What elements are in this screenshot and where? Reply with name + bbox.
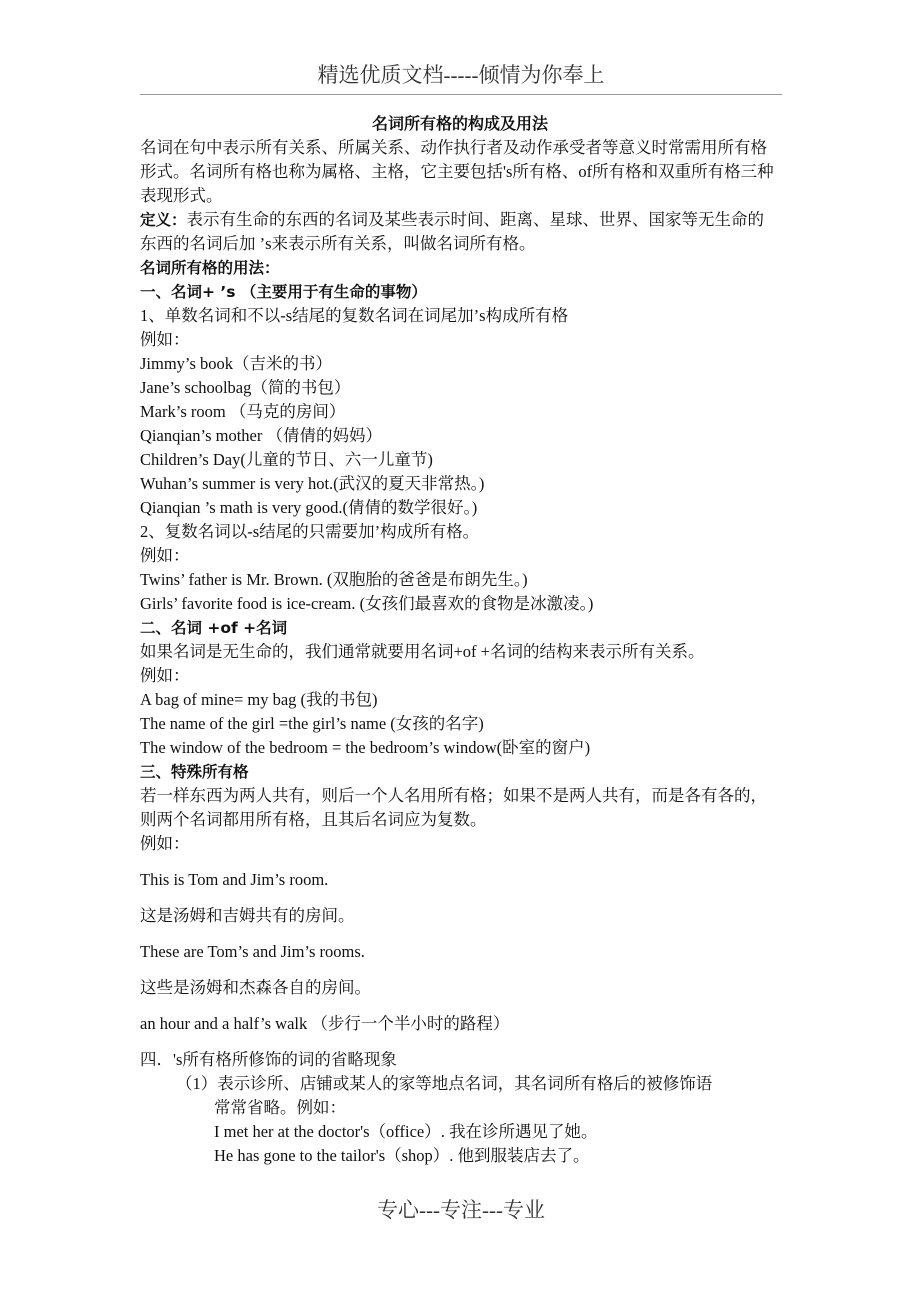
section1-rule2: 2、复数名词以-s结尾的只需要加’构成所有格。 bbox=[140, 522, 480, 541]
definition-paragraph bbox=[140, 208, 780, 256]
example-line: Children’s Day(儿童的节日、六一儿童节) bbox=[140, 450, 433, 469]
document-body bbox=[140, 112, 780, 1168]
example-line: I met her at the doctor's（office）. 我在诊所遇见了她。 bbox=[214, 1122, 598, 1141]
section2-heading: 二、名词 +of +名词 bbox=[140, 619, 288, 637]
example-line: Girls’ favorite food is ice-cream. (女孩们最喜欢的食物是冰激凌。) bbox=[140, 594, 594, 613]
example-line: 这些是汤姆和杰森各自的房间。 bbox=[140, 978, 371, 997]
section3-description: 若一样东西为两人共有，则后一个人名用所有格；如果不是两人共有，而是各有各的，则两个名词都用所有格，且其后名词应为复数。 bbox=[140, 786, 767, 829]
example-line: Wuhan’s summer is very hot.(武汉的夏天非常热。) bbox=[140, 474, 485, 493]
section2-description: 如果名词是无生命的，我们通常就要用名词+of +名词的结构来表示所有关系。 bbox=[140, 642, 705, 661]
example-line: The window of the bedroom = the bedroom’s window(卧室的窗户) bbox=[140, 738, 591, 757]
section4-heading: 四．'s所有格所修饰的词的省略现象 bbox=[140, 1050, 397, 1069]
example-line: Qianqian ’s math is very good.(倩倩的数学很好。) bbox=[140, 498, 478, 517]
usage-heading: 名词所有格的用法： bbox=[140, 259, 280, 277]
example-line: This is Tom and Jim’s room. bbox=[140, 870, 329, 889]
section3-example-label: 例如： bbox=[140, 834, 190, 853]
section4-item1-continued: 常常省略。例如： bbox=[214, 1098, 346, 1117]
example-line: These are Tom’s and Jim’s rooms. bbox=[140, 942, 365, 961]
page-header: 精选优质文档-----倾情为你奉上 bbox=[140, 60, 782, 95]
example-line: The name of the girl =the girl’s name (女孩的名字) bbox=[140, 714, 484, 733]
example-line: 这是汤姆和吉姆共有的房间。 bbox=[140, 906, 355, 925]
example-line: Qianqian’s mother （倩倩的妈妈） bbox=[140, 426, 382, 445]
definition-text: 表示有生命的东西的名词及某些表示时间、距离、星球、世界、国家等无生命的东西的名词后加 ’s来表示所有关系，叫做名词所有格。 bbox=[140, 210, 765, 253]
intro-paragraph: 名词在句中表示所有关系、所属关系、动作执行者及动作承受者等意义时常需用所有格形式。名词所有格也称为属格、主格，它主要包括's所有格、of所有格和双重所有格三种表现形式。 bbox=[140, 138, 774, 205]
section1-rule1: 1、单数名词和不以-s结尾的复数名词在词尾加’s构成所有格 bbox=[140, 306, 569, 325]
example-line: A bag of mine= my bag (我的书包) bbox=[140, 690, 378, 709]
section1-heading: 一、名词+ ’s （主要用于有生命的事物） bbox=[140, 283, 427, 301]
example-line: Jimmy’s book（吉米的书） bbox=[140, 354, 333, 373]
section1-example-label-2: 例如： bbox=[140, 546, 190, 565]
definition-label: 定义： bbox=[140, 211, 187, 229]
section1-example-label: 例如： bbox=[140, 330, 190, 349]
example-line: Mark’s room （马克的房间） bbox=[140, 402, 346, 421]
section4-item1: （1）表示诊所、店铺或某人的家等地点名词，其名词所有格后的被修饰语 bbox=[176, 1074, 713, 1093]
example-line: Twins’ father is Mr. Brown. (双胞胎的爸爸是布朗先生。) bbox=[140, 570, 528, 589]
document-title: 名词所有格的构成及用法 bbox=[371, 114, 548, 133]
example-line: an hour and a half’s walk （步行一个半小时的路程） bbox=[140, 1014, 510, 1033]
example-line: He has gone to the tailor's（shop）. 他到服装店去了。 bbox=[214, 1146, 590, 1165]
section2-example-label: 例如： bbox=[140, 666, 190, 685]
section3-heading: 三、特殊所有格 bbox=[140, 763, 249, 781]
page-footer: 专心---专注---专业 bbox=[377, 1198, 545, 1222]
example-line: Jane’s schoolbag（简的书包） bbox=[140, 378, 351, 397]
